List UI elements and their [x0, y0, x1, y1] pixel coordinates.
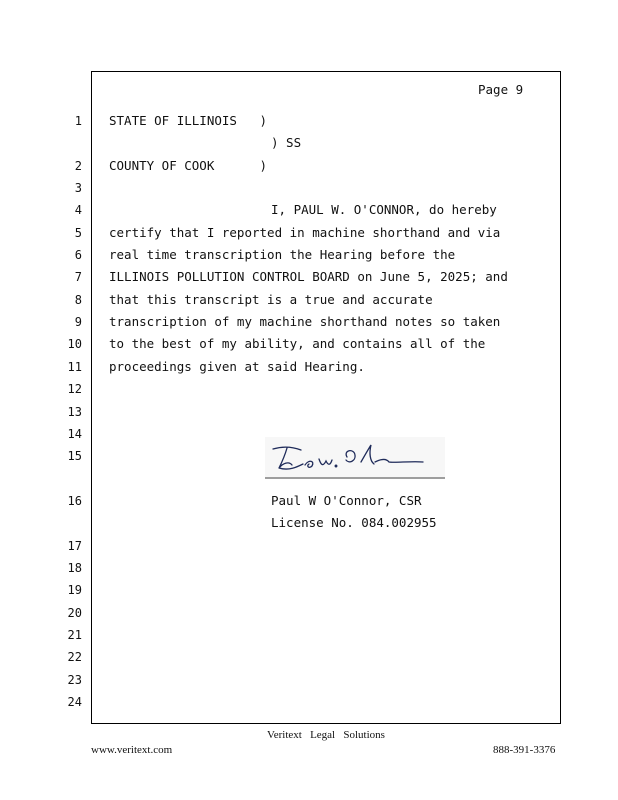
certification-line-4: I, PAUL W. O'CONNOR, do hereby: [271, 202, 497, 217]
certification-line-5: certify that I reported in machine shorthand and via: [109, 225, 501, 240]
line-number-23: 23: [67, 673, 82, 687]
certification-line-10: to the best of my ability, and contains all of the: [109, 336, 486, 351]
line-number-20: 20: [67, 606, 82, 620]
reporter-name: Paul W O'Connor, CSR: [271, 493, 422, 508]
line-number-15: 15: [67, 449, 82, 463]
line-number-10: 10: [67, 337, 82, 351]
certification-line-11: proceedings given at said Hearing.: [109, 359, 365, 374]
line-number-9: 9: [74, 315, 82, 329]
line-number-1: 1: [74, 114, 82, 128]
line-number-11: 11: [67, 360, 82, 374]
line-number-12: 12: [67, 382, 82, 396]
reporter-signature: [265, 437, 445, 479]
line-number-8: 8: [74, 293, 82, 307]
county-line: COUNTY OF COOK ): [109, 158, 268, 173]
line-number-5: 5: [74, 226, 82, 240]
line-number-17: 17: [67, 539, 82, 553]
line-number-18: 18: [67, 561, 82, 575]
line-number-6: 6: [74, 248, 82, 262]
ss-line: ) SS: [271, 135, 302, 150]
line-number-22: 22: [67, 650, 82, 664]
line-number-3: 3: [74, 181, 82, 195]
line-number-2: 2: [74, 159, 82, 173]
line-number-4: 4: [74, 203, 82, 217]
reporter-license: License No. 084.002955: [271, 515, 437, 530]
line-number-16: 16: [67, 494, 82, 508]
state-line: STATE OF ILLINOIS ): [109, 113, 268, 128]
line-number-21: 21: [67, 628, 82, 642]
certification-line-7: ILLINOIS POLLUTION CONTROL BOARD on June 5, 2025; and: [109, 269, 508, 284]
line-number-7: 7: [74, 270, 82, 284]
line-number-24: 24: [67, 695, 82, 709]
line-number-14: 14: [67, 427, 82, 441]
line-number-13: 13: [67, 405, 82, 419]
page-number: Page 9: [478, 82, 524, 97]
certification-line-9: transcription of my machine shorthand notes so taken: [109, 314, 501, 329]
footer-phone: 888-391-3376: [493, 744, 556, 756]
footer-website: www.veritext.com: [91, 744, 173, 756]
certification-line-6: real time transcription the Hearing before the: [109, 247, 456, 262]
line-number-19: 19: [67, 583, 82, 597]
certification-line-8: that this transcript is a true and accurate: [109, 292, 433, 307]
footer-company: Veritext Legal Solutions: [267, 729, 385, 741]
